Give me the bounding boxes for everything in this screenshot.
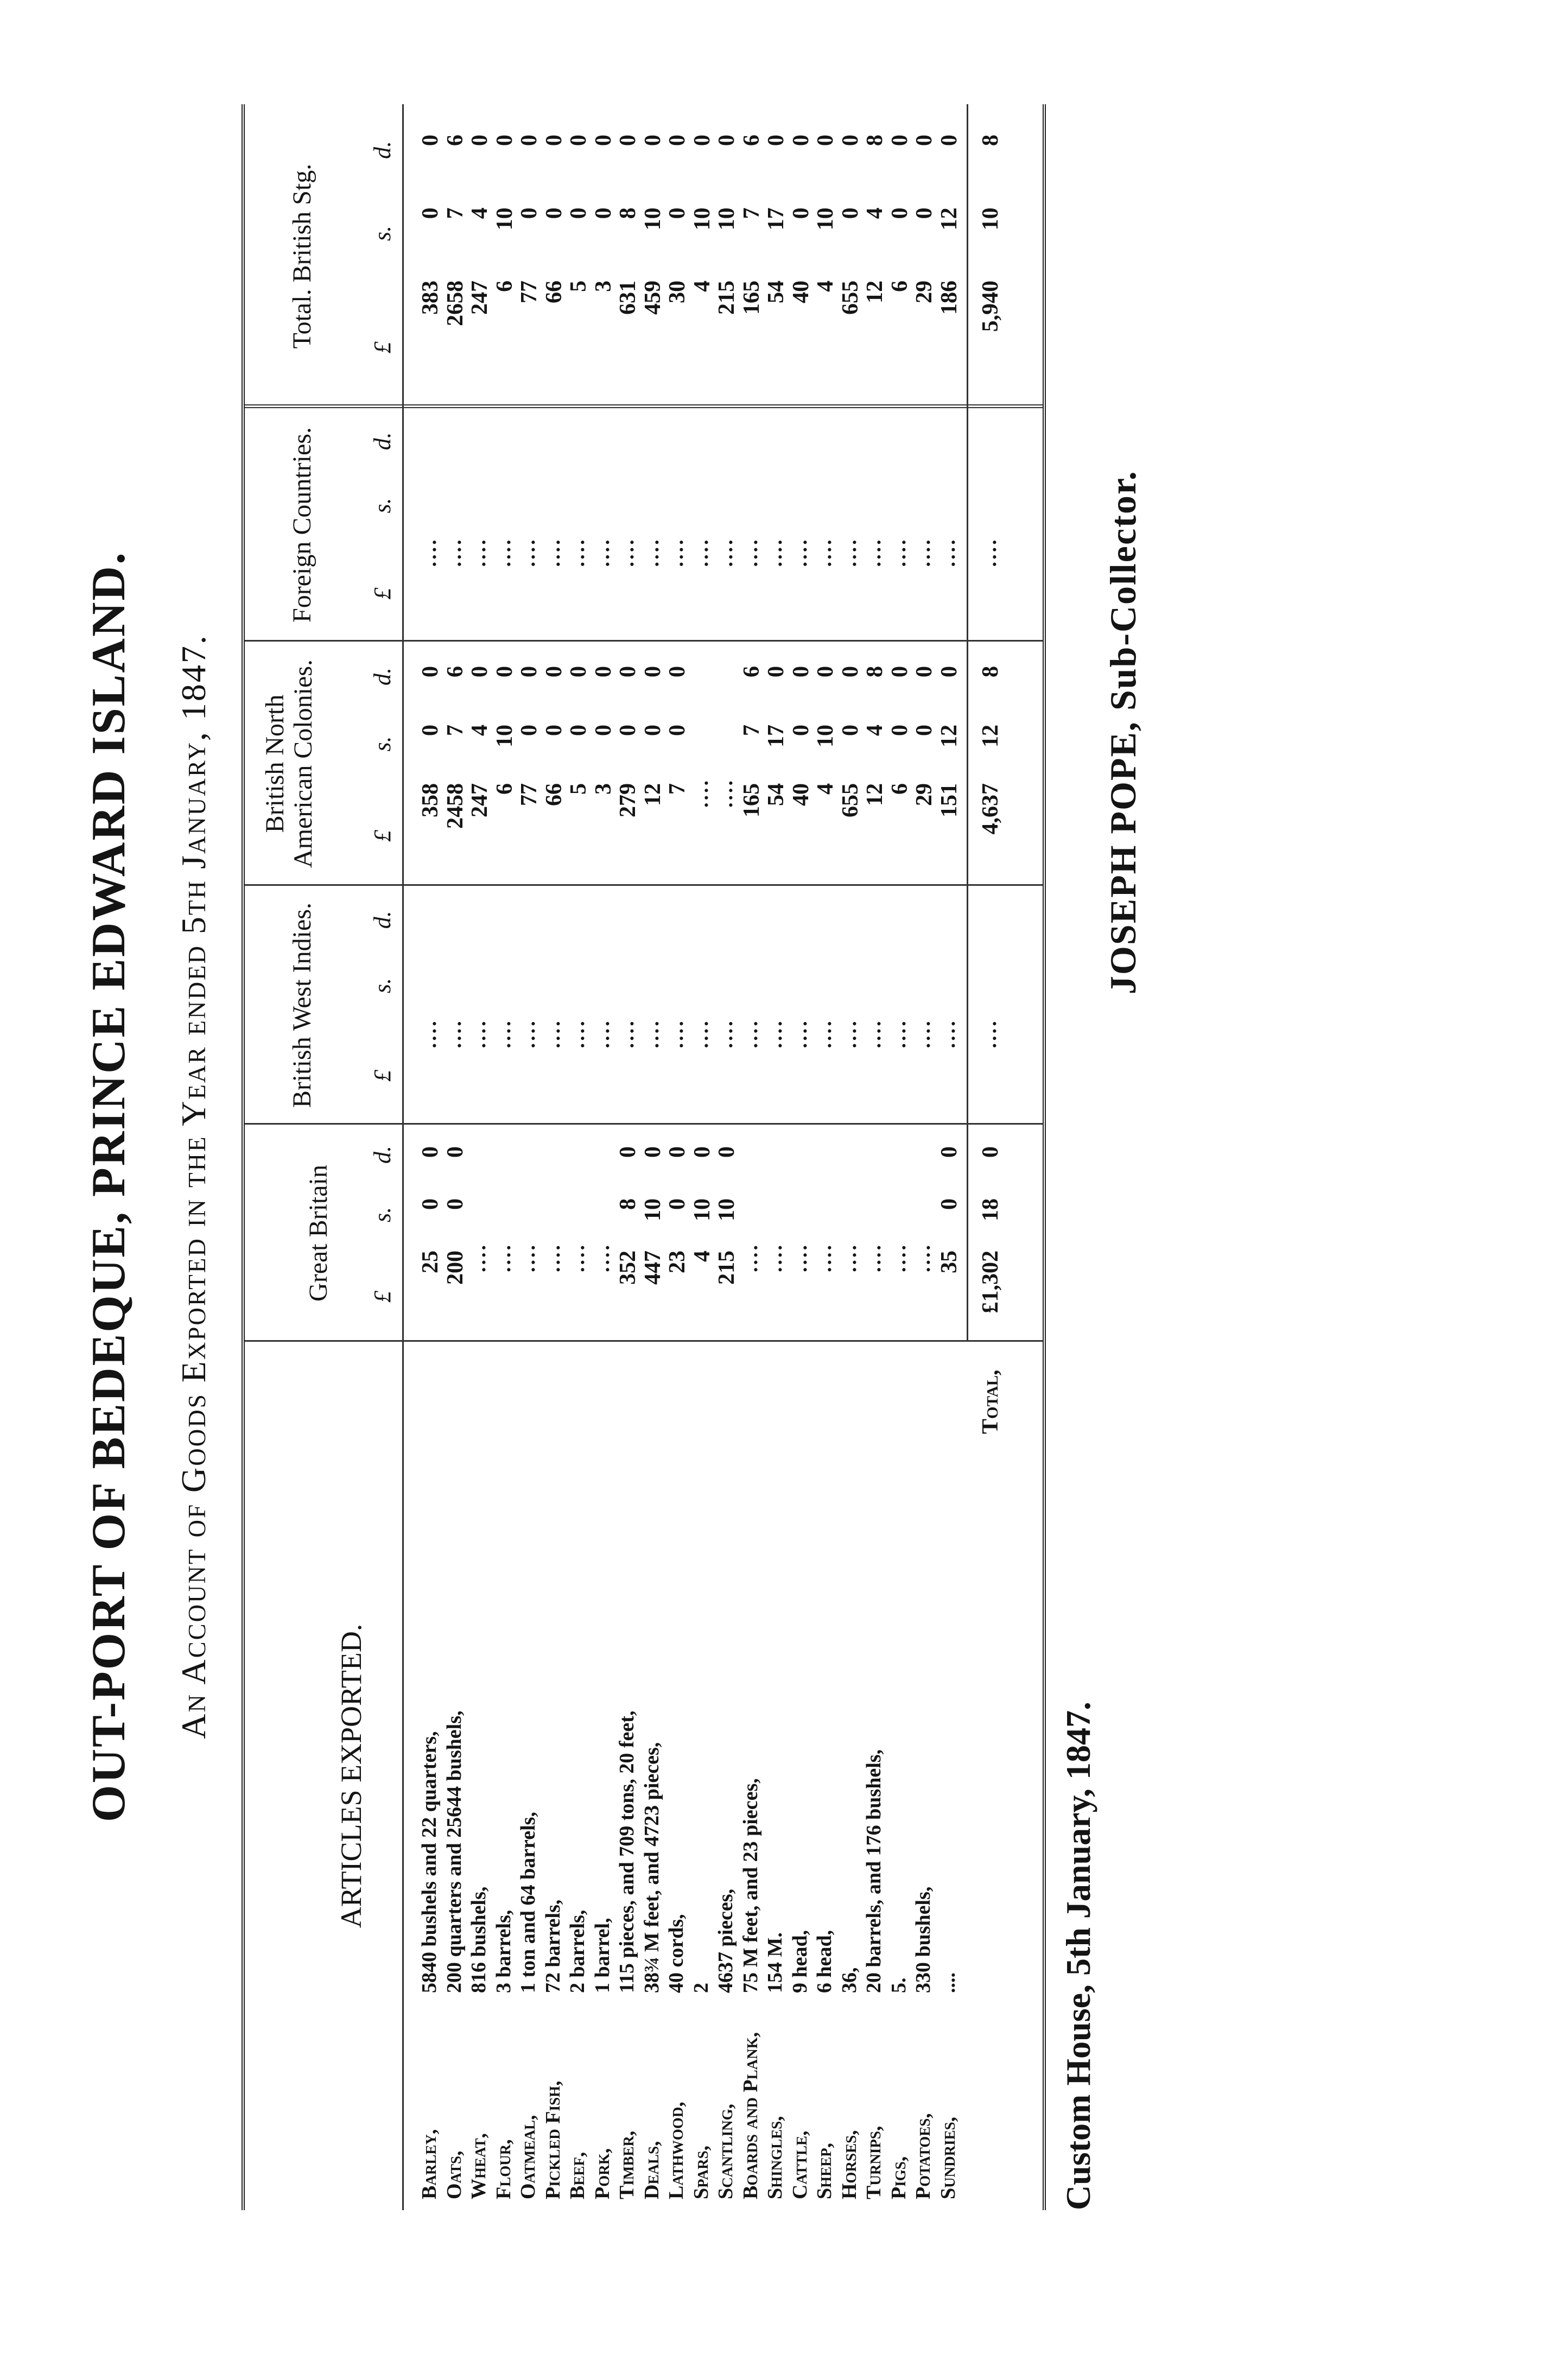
total-pounds: 66 (541, 280, 567, 303)
article-name: Oats, (442, 2150, 466, 2199)
total-pounds: 5 (566, 280, 591, 292)
total-pence: 8 (862, 135, 887, 147)
british-north-america-shillings: 10 (813, 725, 838, 747)
british-north-america-shillings: 0 (640, 725, 665, 736)
total-shillings: 0 (566, 207, 591, 219)
foreign-empty: .... (615, 537, 638, 567)
totals-british-north-america-pence: 8 (978, 666, 1003, 677)
column-divider (245, 640, 1043, 642)
article-name: Barley, (418, 2129, 441, 2199)
article-quantity: 200 quarters and 25644 bushels, (442, 1710, 466, 1993)
british-north-america-pence: 0 (887, 666, 912, 677)
british-west-indies-empty: .... (615, 1019, 638, 1049)
foreign-empty: .... (912, 537, 935, 567)
british-north-america-pounds: 3 (591, 783, 616, 795)
total-shillings: 4 (862, 207, 887, 219)
great-britain-pounds: 352 (615, 1251, 640, 1285)
foreign-empty: .... (739, 537, 762, 567)
header-british-west-indies: British West Indies. (288, 903, 316, 1108)
unit-pence: d. (369, 668, 396, 686)
total-pounds: 29 (912, 280, 937, 303)
article-quantity: 3 barrels, (492, 1909, 515, 1993)
header-rule (402, 104, 404, 2210)
signature: JOSEPH POPE, Sub-Collector. (1102, 470, 1144, 994)
total-pence: 0 (837, 135, 863, 147)
totals-british-north-america-pounds: 4,637 (978, 783, 1003, 835)
british-north-america-shillings: 10 (492, 725, 517, 747)
article-name: Turnips, (862, 2125, 885, 2199)
foreign-empty: .... (936, 537, 960, 567)
export-table (242, 104, 1046, 2210)
article-name: Sundries, (936, 2116, 960, 2199)
foreign-empty: .... (788, 537, 811, 567)
article-quantity: 72 barrels, (541, 1899, 564, 1993)
article-quantity: 2 (689, 1983, 713, 1993)
british-north-america-pounds: 2458 (442, 783, 468, 829)
unit-pence: d. (369, 911, 396, 929)
british-west-indies-empty: .... (739, 1019, 762, 1049)
british-north-america-pounds: 358 (418, 783, 443, 817)
british-north-america-pence: 0 (788, 666, 814, 677)
british-north-america-pence: 0 (936, 666, 962, 677)
foreign-empty: .... (541, 537, 564, 567)
foreign-empty: .... (665, 537, 688, 567)
great-britain-empty: .... (467, 1243, 490, 1272)
british-north-america-shillings: 0 (837, 725, 863, 736)
article-quantity: 816 bushels, (467, 1886, 490, 1993)
british-west-indies-empty: .... (418, 1019, 441, 1049)
total-shillings: 12 (936, 207, 962, 231)
total-pounds: 12 (862, 280, 887, 303)
british-north-america-pence: 0 (566, 666, 591, 677)
unit-pound: £ (369, 341, 396, 354)
total-pence: 0 (615, 135, 640, 147)
article-quantity: 38¾ M feet, and 4723 pieces, (640, 1742, 663, 1993)
british-west-indies-empty: .... (442, 1019, 466, 1049)
british-west-indies-empty: .... (788, 1019, 811, 1049)
british-north-america-pence: 0 (467, 666, 492, 677)
british-north-america-pence: 0 (418, 666, 443, 677)
great-britain-empty: .... (566, 1243, 589, 1272)
total-shillings: 4 (467, 207, 492, 219)
total-pence: 0 (887, 135, 912, 147)
british-north-america-pounds: 165 (739, 783, 764, 817)
british-north-america-pence: 0 (517, 666, 542, 677)
british-north-america-pounds: 5 (566, 783, 591, 795)
british-north-america-pence: 0 (492, 666, 517, 677)
total-pence: 0 (640, 135, 665, 147)
british-north-america-shillings: 7 (739, 725, 764, 736)
british-north-america-pence: 6 (442, 666, 468, 677)
british-north-america-pence: 8 (862, 666, 887, 677)
total-pence: 0 (689, 135, 715, 147)
total-shillings: 10 (714, 207, 739, 231)
great-britain-empty: .... (887, 1243, 910, 1272)
column-divider (245, 1123, 1043, 1125)
british-north-america-shillings: 0 (665, 725, 690, 736)
article-name: Potatoes, (912, 2113, 935, 2199)
british-west-indies-empty: .... (936, 1019, 960, 1049)
british-north-america-empty: .... (689, 778, 713, 808)
unit-pound: £ (369, 587, 396, 600)
great-britain-pence: 0 (689, 1146, 715, 1158)
british-north-america-pounds: 7 (665, 783, 690, 795)
great-britain-shillings: 10 (640, 1198, 665, 1221)
total-pence: 0 (591, 135, 616, 147)
total-shillings: 0 (887, 207, 912, 219)
british-north-america-pounds: 655 (837, 783, 863, 817)
totals-grand-pence: 8 (978, 135, 1003, 147)
article-name: Timber, (615, 2130, 638, 2199)
unit-pound: £ (369, 1069, 396, 1082)
total-pounds: 383 (418, 280, 443, 315)
foreign-empty: .... (492, 537, 515, 567)
british-north-america-pounds: 6 (887, 783, 912, 795)
article-quantity: 9 head, (788, 1930, 811, 1993)
article-name: Deals, (640, 2141, 663, 2199)
unit-pound: £ (369, 830, 396, 842)
total-pounds: 4 (813, 280, 838, 292)
british-north-america-pounds: 279 (615, 783, 640, 817)
total-pounds: 6 (492, 280, 517, 292)
page-title: OUT-PORT OF BEDEQUE, PRINCE EDWARD ISLAND. (82, 551, 135, 1822)
british-north-america-shillings: 0 (591, 725, 616, 736)
great-britain-empty: .... (591, 1243, 614, 1272)
british-west-indies-empty: .... (813, 1019, 836, 1049)
british-west-indies-empty: .... (665, 1019, 688, 1049)
british-north-america-shillings: 0 (912, 725, 937, 736)
british-north-america-shillings: 4 (862, 725, 887, 736)
article-name: Horses, (837, 2130, 861, 2199)
article-quantity: 40 cords, (665, 1914, 688, 1993)
foreign-empty: .... (714, 537, 737, 567)
total-shillings: 0 (912, 207, 937, 219)
british-north-america-shillings: 0 (615, 725, 640, 736)
great-britain-shillings: 10 (714, 1198, 739, 1221)
british-west-indies-empty: .... (887, 1019, 910, 1049)
article-name: Scantling, (714, 2103, 737, 2199)
header-british-north-american: British North American Colonies. (261, 659, 318, 868)
british-north-america-pounds: 6 (492, 783, 517, 795)
british-west-indies-empty: .... (862, 1019, 885, 1049)
total-pounds: 655 (837, 280, 863, 315)
total-pence: 0 (665, 135, 690, 147)
unit-pence: d. (369, 141, 396, 159)
total-pounds: 631 (615, 280, 640, 315)
total-pence: 0 (912, 135, 937, 147)
great-britain-shillings: 10 (689, 1198, 715, 1221)
total-pounds: 3 (591, 280, 616, 292)
total-pounds: 165 (739, 280, 764, 315)
article-name: Lathwood, (665, 2102, 688, 2199)
british-north-america-pounds: 12 (640, 783, 665, 806)
british-west-indies-empty: .... (541, 1019, 564, 1049)
great-britain-pence: 0 (418, 1146, 443, 1158)
foreign-empty: .... (689, 537, 713, 567)
great-britain-empty: .... (788, 1243, 811, 1272)
total-shillings: 10 (689, 207, 715, 231)
total-pence: 0 (517, 135, 542, 147)
article-quantity: 2 barrels, (566, 1909, 589, 1993)
great-britain-pence: 0 (936, 1146, 962, 1158)
foreign-empty: .... (640, 537, 663, 567)
totals-grand-shillings: 10 (978, 207, 1003, 231)
great-britain-shillings: 0 (936, 1198, 962, 1210)
foreign-empty: .... (591, 537, 614, 567)
total-shillings: 17 (764, 207, 789, 231)
british-north-america-pence: 0 (640, 666, 665, 677)
total-shillings: 0 (788, 207, 814, 219)
great-britain-shillings: 0 (665, 1198, 690, 1210)
british-north-america-pence: 0 (813, 666, 838, 677)
total-shillings: 10 (813, 207, 838, 231)
british-north-america-pounds: 4 (813, 783, 838, 795)
british-west-indies-empty: .... (689, 1019, 713, 1049)
british-north-america-shillings: 17 (764, 725, 789, 747)
totals-great-britain-pounds: £1,302 (978, 1251, 1003, 1314)
total-pence: 0 (418, 135, 443, 147)
unit-shilling: s. (369, 978, 396, 993)
total-shillings: 0 (517, 207, 542, 219)
article-quantity: 1 barrel, (591, 1918, 614, 1993)
total-shillings: 8 (615, 207, 640, 219)
total-pounds: 459 (640, 280, 665, 315)
great-britain-empty: .... (912, 1243, 935, 1272)
article-quantity: 330 bushels, (912, 1886, 935, 1993)
totals-label: Total, (978, 1369, 1003, 1434)
great-britain-pounds: 215 (714, 1251, 739, 1285)
great-britain-pounds: 23 (665, 1251, 690, 1273)
british-north-america-pounds: 77 (517, 783, 542, 806)
total-pounds: 77 (517, 280, 542, 303)
totals-foreign-empty: .... (978, 537, 1001, 567)
foreign-empty: .... (442, 537, 466, 567)
totals-british-north-america-shillings: 12 (978, 725, 1003, 747)
british-north-america-shillings: 12 (936, 725, 962, 747)
british-north-america-pence: 0 (615, 666, 640, 677)
great-britain-empty: .... (813, 1243, 836, 1272)
british-west-indies-empty: .... (640, 1019, 663, 1049)
great-britain-pounds: 25 (418, 1251, 443, 1273)
article-quantity: 20 barrels, and 176 bushels, (862, 1749, 885, 1993)
total-shillings: 0 (665, 207, 690, 219)
british-north-america-pence: 0 (764, 666, 789, 677)
article-quantity: .... (936, 1972, 960, 1993)
great-britain-pence: 0 (442, 1146, 468, 1158)
british-north-america-pounds: 40 (788, 783, 814, 806)
article-quantity: 4637 pieces, (714, 1888, 737, 1993)
great-britain-pence: 0 (714, 1146, 739, 1158)
british-north-america-shillings: 0 (788, 725, 814, 736)
british-north-america-shillings: 0 (517, 725, 542, 736)
page-subtitle: An Account of Goods Exported in the Year ended 5th January, 1847. (174, 634, 213, 1739)
article-name: Pigs, (887, 2156, 910, 2199)
article-quantity: 115 pieces, and 709 tons, 20 feet, (615, 1710, 638, 1993)
total-pounds: 186 (936, 280, 962, 315)
british-west-indies-empty: .... (591, 1019, 614, 1049)
british-north-america-shillings: 0 (566, 725, 591, 736)
british-north-america-pounds: 151 (936, 783, 962, 817)
total-pounds: 6 (887, 280, 912, 292)
article-quantity: 36, (837, 1967, 861, 1993)
great-britain-pence: 0 (640, 1146, 665, 1158)
british-west-indies-empty: .... (566, 1019, 589, 1049)
total-pence: 0 (492, 135, 517, 147)
british-north-america-pounds: 54 (764, 783, 789, 806)
great-britain-pence: 0 (665, 1146, 690, 1158)
british-north-america-shillings: 0 (887, 725, 912, 736)
totals-grand-pounds: 5,940 (978, 280, 1003, 332)
total-pence: 0 (714, 135, 739, 147)
british-north-america-pounds: 29 (912, 783, 937, 806)
british-north-america-shillings: 7 (442, 725, 468, 736)
great-britain-empty: .... (541, 1243, 564, 1272)
total-shillings: 10 (640, 207, 665, 231)
total-shillings: 10 (492, 207, 517, 231)
total-pence: 0 (813, 135, 838, 147)
total-pounds: 54 (764, 280, 789, 303)
total-shillings: 0 (837, 207, 863, 219)
british-west-indies-empty: .... (492, 1019, 515, 1049)
total-pence: 6 (739, 135, 764, 147)
unit-shilling: s. (369, 225, 396, 241)
british-north-america-shillings: 0 (541, 725, 567, 736)
great-britain-pounds: 35 (936, 1251, 962, 1273)
great-britain-empty: .... (764, 1243, 786, 1272)
great-britain-empty: .... (862, 1243, 885, 1272)
british-north-america-pounds: 247 (467, 783, 492, 817)
foreign-empty: .... (837, 537, 861, 567)
great-britain-shillings: 0 (442, 1198, 468, 1210)
british-north-america-shillings: 4 (467, 725, 492, 736)
british-west-indies-empty: .... (837, 1019, 861, 1049)
total-shillings: 0 (591, 207, 616, 219)
article-quantity: 75 M feet, and 23 pieces, (739, 1778, 762, 1993)
unit-pence: d. (369, 432, 396, 451)
british-north-america-pounds: 66 (541, 783, 567, 806)
total-shillings: 7 (739, 207, 764, 219)
great-britain-empty: .... (739, 1243, 762, 1272)
article-name: Sheep, (813, 2142, 836, 2199)
british-north-america-pence: 0 (837, 666, 863, 677)
header-total: Total. British Stg. (288, 163, 316, 349)
british-north-america-pence: 6 (739, 666, 764, 677)
article-name: Cattle, (788, 2130, 811, 2199)
unit-shilling: s. (369, 736, 396, 752)
british-north-america-pence: 0 (912, 666, 937, 677)
foreign-empty: .... (862, 537, 885, 567)
great-britain-empty: .... (517, 1243, 539, 1272)
total-pounds: 2658 (442, 280, 468, 326)
total-pence: 0 (566, 135, 591, 147)
article-name: Shingles, (764, 2116, 786, 2199)
total-pounds: 30 (665, 280, 690, 303)
great-britain-pounds: 4 (689, 1251, 715, 1262)
total-pounds: 4 (689, 280, 715, 292)
total-pence: 0 (936, 135, 962, 147)
article-quantity: 154 M. (764, 1932, 786, 1993)
article-quantity: 5840 bushels and 22 quarters, (418, 1731, 441, 1993)
foreign-empty: .... (418, 537, 441, 567)
total-pence: 0 (788, 135, 814, 147)
british-west-indies-empty: .... (764, 1019, 786, 1049)
british-west-indies-empty: .... (912, 1019, 935, 1049)
article-quantity: 1 ton and 64 barrels, (517, 1812, 539, 1993)
total-pence: 6 (442, 135, 468, 147)
british-north-america-pounds: 12 (862, 783, 887, 806)
foreign-empty: .... (764, 537, 786, 567)
totals-british-west-indies-empty: .... (978, 1019, 1001, 1049)
article-name: Wheat, (467, 2133, 490, 2199)
great-britain-shillings: 8 (615, 1198, 640, 1210)
foreign-empty: .... (566, 537, 589, 567)
foreign-empty: .... (467, 537, 490, 567)
total-pounds: 247 (467, 280, 492, 315)
foreign-empty: .... (813, 537, 836, 567)
article-name: Pickled Fish, (541, 2080, 564, 2199)
unit-pound: £ (369, 1291, 396, 1303)
total-pence: 0 (467, 135, 492, 147)
article-name: Oatmeal, (517, 2115, 539, 2199)
british-north-america-shillings: 0 (418, 725, 443, 736)
article-name: Flour, (492, 2139, 515, 2199)
total-shillings: 7 (442, 207, 468, 219)
unit-shilling: s. (369, 1207, 396, 1222)
british-north-america-empty: .... (714, 778, 737, 808)
great-britain-pence: 0 (615, 1146, 640, 1158)
totals-great-britain-pence: 0 (978, 1146, 1003, 1158)
great-britain-pounds: 200 (442, 1251, 468, 1285)
great-britain-pounds: 447 (640, 1251, 665, 1285)
total-pence: 0 (541, 135, 567, 147)
unit-shilling: s. (369, 498, 396, 513)
unit-pence: d. (369, 1146, 396, 1164)
foreign-empty: .... (517, 537, 539, 567)
british-north-america-pence: 0 (591, 666, 616, 677)
british-west-indies-empty: .... (467, 1019, 490, 1049)
header-foreign-countries: Foreign Countries. (288, 427, 316, 623)
header-articles: ARTICLES EXPORTED. (335, 1623, 367, 1928)
totals-great-britain-shillings: 18 (978, 1198, 1003, 1221)
article-name: Beef, (566, 2152, 589, 2199)
great-britain-shillings: 0 (418, 1198, 443, 1210)
total-shillings: 0 (418, 207, 443, 219)
article-name: Pork, (591, 2148, 614, 2199)
header-great-britain: Great Britain (304, 1165, 333, 1302)
foreign-empty: .... (887, 537, 910, 567)
article-quantity: 6 head, (813, 1930, 836, 1993)
article-name: Boards and Plank, (739, 2032, 762, 2199)
total-shillings: 0 (541, 207, 567, 219)
total-rule (967, 104, 968, 1342)
total-pounds: 215 (714, 280, 739, 315)
article-name: Spars, (689, 2145, 713, 2199)
british-north-america-pence: 0 (541, 666, 567, 677)
total-pence: 0 (764, 135, 789, 147)
total-pounds: 40 (788, 280, 814, 303)
custom-house-date: Custom House, 5th January, 1847. (1059, 1702, 1097, 2210)
british-west-indies-empty: .... (517, 1019, 539, 1049)
article-quantity: 5. (887, 1977, 910, 1993)
british-north-america-pence: 0 (665, 666, 690, 677)
great-britain-empty: .... (837, 1243, 861, 1272)
british-west-indies-empty: .... (714, 1019, 737, 1049)
great-britain-empty: .... (492, 1243, 515, 1272)
